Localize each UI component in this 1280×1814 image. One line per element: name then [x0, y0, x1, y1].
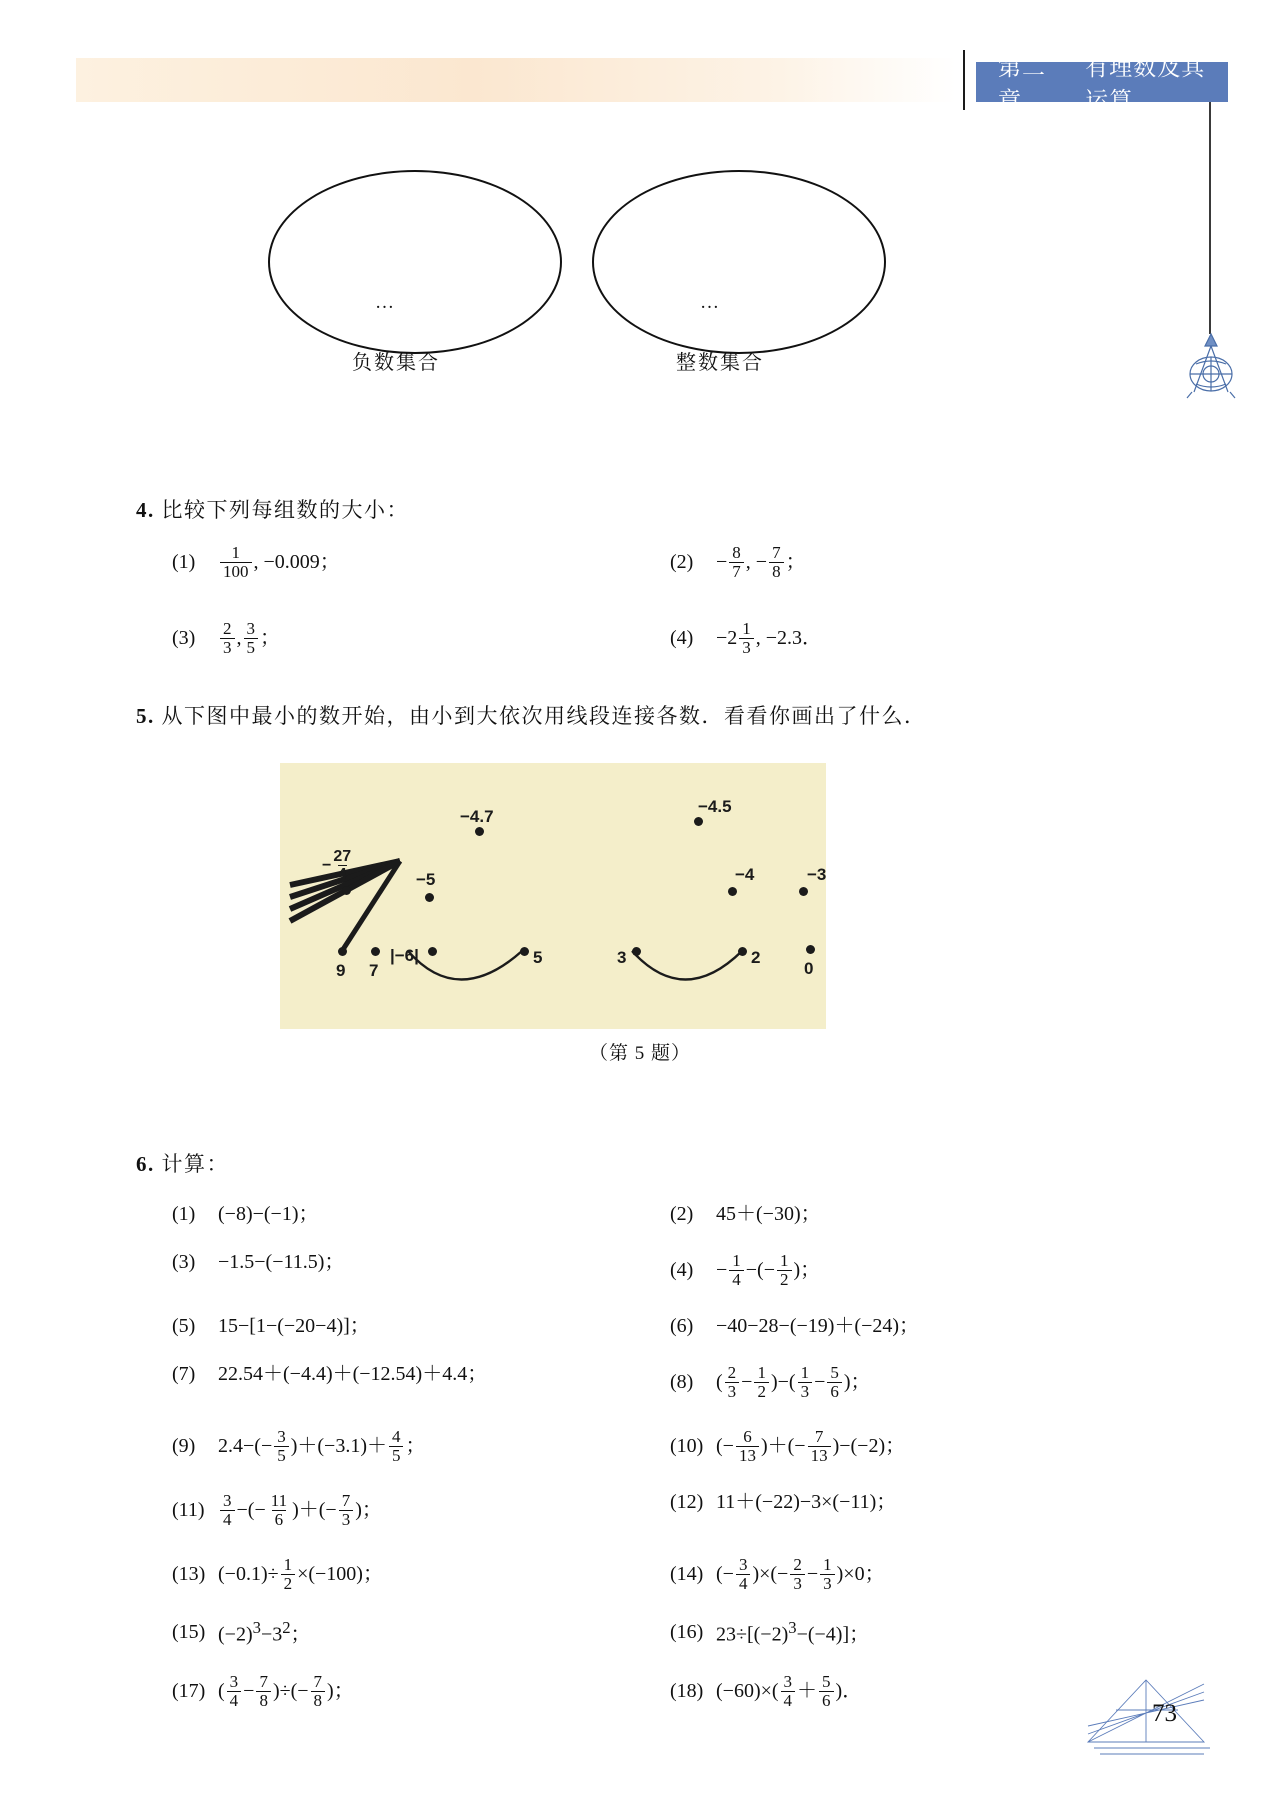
negative-numbers-ellipse: [268, 170, 562, 354]
q6-item-4-frac-b: $\frac{1}{2}$: [777, 1252, 792, 1288]
fig5-dot-neg45: [694, 817, 703, 826]
question-4-prompt: 比较下列每组数的大小：: [161, 498, 409, 522]
header-decorative-band: [76, 58, 956, 102]
q6-item-4-frac-a: $\frac{1}{4}$: [729, 1252, 744, 1288]
fig5-label-neg45: −4.5: [698, 797, 732, 816]
q6-item-14-label: (14): [670, 1563, 704, 1585]
fig5-fraction-label: [322, 849, 351, 883]
q6-item-16-label: (16): [670, 1621, 704, 1644]
q4-item-1-tail: , −0.009；: [253, 551, 340, 573]
q6-item-16: [670, 1620, 1168, 1645]
question-4-heading: [136, 494, 1280, 524]
question-4-sep: .: [148, 498, 155, 522]
q6-item-4: (4) − $\frac{1}{4}$ −(− $\frac{1}{2}$ )；: [670, 1251, 821, 1289]
q6-item-12: [670, 1492, 1168, 1512]
negative-set-label: 负数集合: [352, 352, 440, 374]
q4-item-4: [670, 620, 1168, 656]
fig5-label-neg5: −5: [416, 870, 436, 889]
q6-item-8-frac-b: $\frac{1}{2}$: [754, 1364, 769, 1400]
q4-item-3-den1: 3: [220, 638, 235, 656]
q6-item-10-label: (10): [670, 1435, 704, 1457]
page-number: 73: [1152, 1700, 1177, 1727]
q6-item-17: (17) ( $\frac{3}{4}$ − $\frac{7}{8}$ )÷(− $\frac{7}{8}$ )；: [172, 1671, 354, 1710]
fig5-label-neg3: −3: [807, 865, 827, 884]
q6-item-15-label: (15): [172, 1621, 206, 1644]
q6-item-7: [172, 1364, 670, 1384]
q6-item-9-frac-b: $\frac{4}{5}$: [389, 1428, 404, 1464]
q6-item-14-frac-a: $\frac{3}{4}$: [736, 1556, 751, 1592]
question-6-number: 6: [136, 1152, 148, 1176]
q4-item-3-num2: 3: [246, 619, 255, 638]
number-sets-figure: [0, 160, 1280, 430]
q4-item-2-num2: 7: [772, 543, 781, 562]
q6-item-11: (11) $\frac{3}{4}$ −(− $\frac{11}{6}$ )＋(− $\frac{7}{3}$ )；: [172, 1491, 382, 1529]
fig5-label-2: 2: [751, 948, 761, 967]
q4-item-3-mid: ,: [236, 627, 242, 649]
q6-item-7-expr: 22.54＋(−4.4)＋(−12.54)＋4.4；: [218, 1363, 488, 1385]
q6-item-18-frac-b: $\frac{5}{6}$: [819, 1673, 834, 1709]
q4-item-1-numerator: 1: [231, 543, 240, 562]
q6-item-17-frac-b: $\frac{7}{8}$: [256, 1673, 271, 1709]
fig5-label-neg4: −4: [735, 865, 755, 884]
question-4: [0, 494, 1280, 656]
negative-set-ellipsis: …: [375, 292, 396, 313]
q6-item-4-label: (4): [670, 1259, 694, 1281]
fig5-dot-7: [371, 947, 380, 956]
q6-item-8-label: (8): [670, 1371, 694, 1393]
q4-item-3-label: (3): [172, 627, 196, 649]
q4-item-4-fraction: [739, 620, 754, 656]
q4-item-2-fraction-b: [769, 544, 784, 580]
fig5-label-neg47: −4.7: [460, 807, 494, 826]
fig5-dot-3: [632, 947, 641, 956]
q6-item-17-frac-a: $\frac{3}{4}$: [227, 1673, 242, 1709]
q6-item-7-label: (7): [172, 1363, 196, 1385]
q4-item-4-label: (4): [670, 627, 694, 649]
q6-item-11-frac-b: $\frac{11}{6}$: [270, 1491, 288, 1529]
q6-item-9: (9) 2.4−(− $\frac{3}{5}$ )＋(−3.1)＋ $\frac{4}{5}$ ；: [172, 1427, 426, 1465]
fig5-label-3: 3: [617, 948, 627, 967]
fig5-dot-neg5: [425, 893, 434, 902]
q6-item-13-frac: $\frac{1}{2}$: [281, 1556, 296, 1592]
question-6-prompt: 计算：: [161, 1152, 229, 1176]
q4-item-1-label: (1): [172, 551, 196, 573]
question-6-heading: [136, 1148, 1280, 1178]
q4-item-3-fraction-b: [244, 620, 259, 656]
q6-item-14-frac-b: $\frac{2}{3}$: [790, 1556, 805, 1592]
integers-ellipse: [592, 170, 886, 354]
q6-item-18: (18) (−60)×( $\frac{3}{4}$ ＋ $\frac{5}{6}$ )．: [670, 1671, 863, 1710]
q6-item-8: (8) ( $\frac{2}{3}$ − $\frac{1}{2}$ )−( $\frac{1}{3}$ − $\frac{5}{6}$ )；: [670, 1363, 871, 1401]
q6-item-12-label: (12): [670, 1491, 704, 1513]
fig5-dot-9: [338, 947, 347, 956]
q4-item-3-tail: ；: [260, 627, 280, 649]
q6-item-16-expr: $23\div[(-2)^3-(-4)]$；: [716, 1618, 870, 1646]
fig5-dot-neg3: [799, 887, 808, 896]
q4-item-3-den2: 5: [244, 638, 259, 656]
fig5-label-7: 7: [369, 961, 379, 980]
q4-item-1-denominator: 100: [220, 562, 252, 580]
fig5-label-abs6: |−6|: [390, 946, 419, 965]
fig5-fraction-sign: −: [322, 857, 332, 874]
q6-item-15-expr: $(-2)^3-3^2$；: [218, 1618, 311, 1646]
q6-item-5-expr: 15−[1−(−20−4)]；: [218, 1315, 370, 1337]
fig5-label-0: 0: [804, 959, 814, 978]
chapter-title: 有理数及其运算: [1085, 55, 1206, 113]
q6-item-13: (13) (−0.1)÷ $\frac{1}{2}$ ×(−100)；: [172, 1555, 383, 1593]
q4-item-4-den: 3: [739, 638, 754, 656]
q6-item-12-expr: 11＋(−22)−3×(−11)；: [716, 1491, 897, 1513]
question-6: [0, 1148, 1280, 1709]
q4-item-1: [172, 544, 670, 580]
chapter-banner: [976, 55, 1228, 113]
q6-item-17-frac-c: $\frac{7}{8}$: [311, 1673, 326, 1709]
q4-item-4-whole: −2: [716, 627, 738, 649]
integer-set-label: 整数集合: [676, 352, 764, 374]
fig5-dot-5: [520, 947, 529, 956]
q6-item-10: (10) (− $\frac{6}{13}$ )＋(− $\frac{7}{13}$ )−(−2)；: [670, 1427, 906, 1465]
integer-set-ellipsis: …: [700, 292, 721, 313]
fig5-dot-neg4: [728, 887, 737, 896]
q6-item-8-frac-c: $\frac{1}{3}$: [798, 1364, 813, 1400]
q6-item-5-label: (5): [172, 1315, 196, 1337]
q6-item-2-expr: 45＋(−30)；: [716, 1203, 821, 1225]
q6-item-10-frac-a: $\frac{6}{13}$: [736, 1428, 759, 1464]
question-5-heading: [136, 700, 1280, 730]
fig5-dot-2: [738, 947, 747, 956]
q6-item-1: [172, 1204, 670, 1224]
question-5-caption: （第 5 题）: [588, 1043, 691, 1064]
fig5-fraction-numerator: 27: [333, 848, 352, 865]
page-ornament-icon: [1086, 1672, 1216, 1758]
q4-item-2: [670, 544, 1168, 580]
fig5-label-9: 9: [336, 961, 346, 980]
q4-item-3-fraction-a: [220, 620, 235, 656]
q4-item-1-fraction: [220, 544, 252, 580]
q4-item-2-lead: −: [716, 551, 728, 573]
q6-item-8-frac-a: $\frac{2}{3}$: [725, 1364, 740, 1400]
question-5: [0, 700, 1280, 730]
q6-item-18-frac-a: $\frac{3}{4}$: [781, 1673, 796, 1709]
q6-item-14-frac-c: $\frac{1}{3}$: [820, 1556, 835, 1592]
q6-item-5: [172, 1316, 670, 1336]
q4-item-4-tail: , −2.3．: [755, 627, 823, 649]
q6-item-13-label: (13): [172, 1563, 206, 1585]
q6-item-6-label: (6): [670, 1315, 694, 1337]
q6-item-10-frac-b: $\frac{7}{13}$: [808, 1428, 831, 1464]
q4-item-2-den2: 8: [769, 562, 784, 580]
chapter-number: 第二章: [998, 55, 1046, 113]
q6-item-6: [670, 1316, 1168, 1336]
q6-item-11-frac-c: $\frac{7}{3}$: [339, 1492, 354, 1528]
q6-item-3: [172, 1252, 670, 1272]
header-vertical-rule: [963, 50, 965, 110]
q4-item-2-label: (2): [670, 551, 694, 573]
question-6-sep: .: [148, 1152, 155, 1176]
q4-item-4-mixed-number: [716, 620, 756, 656]
q6-item-11-label: (11): [172, 1499, 205, 1521]
q4-item-2-den1: 7: [729, 562, 744, 580]
fig5-dot-neg47: [475, 827, 484, 836]
q6-item-2: [670, 1204, 1168, 1224]
q6-item-3-label: (3): [172, 1251, 196, 1273]
fig5-dot-fraction: [342, 886, 351, 895]
q6-item-18-label: (18): [670, 1679, 704, 1702]
q6-item-8-frac-d: $\frac{5}{6}$: [827, 1364, 842, 1400]
question-5-number: 5: [136, 704, 148, 728]
q6-item-9-label: (9): [172, 1435, 196, 1457]
fig5-dot-abs6: [428, 947, 437, 956]
q6-item-2-label: (2): [670, 1203, 694, 1225]
question-5-prompt: 从下图中最小的数开始，由小到大依次用线段连接各数．看看你画出了什么．: [161, 704, 927, 728]
fig5-label-5: 5: [533, 948, 543, 967]
question-4-number: 4: [136, 498, 148, 522]
q6-item-17-label: (17): [172, 1679, 206, 1702]
q4-item-2-tail: ；: [785, 551, 806, 573]
q6-item-1-label: (1): [172, 1203, 196, 1225]
q4-item-2-num1: 8: [732, 543, 741, 562]
fig5-dot-0: [806, 945, 815, 954]
q4-item-4-num: 1: [742, 619, 751, 638]
q6-item-11-frac-a: $\frac{3}{4}$: [220, 1492, 235, 1528]
q4-item-2-mid: , −: [745, 551, 768, 573]
fig5-fraction-denominator: 4: [337, 866, 347, 883]
q4-item-2-fraction-a: [729, 544, 744, 580]
q6-item-1-expr: (−8)−(−1)；: [218, 1203, 319, 1225]
q6-item-3-expr: −1.5−(−11.5)；: [218, 1251, 345, 1273]
q6-item-6-expr: −40−28−(−19)＋(−24)；: [716, 1315, 920, 1337]
q4-item-3: [172, 620, 670, 656]
q6-item-15: [172, 1620, 670, 1645]
question-5-sep: .: [148, 704, 155, 728]
question-5-figure: [280, 763, 826, 1029]
q4-item-3-num1: 2: [223, 619, 232, 638]
q6-item-14: (14) (− $\frac{3}{4}$ )×(− $\frac{2}{3}$ − $\frac{1}{3}$ )×0；: [670, 1555, 885, 1593]
q6-item-9-frac-a: $\frac{3}{5}$: [274, 1428, 289, 1464]
